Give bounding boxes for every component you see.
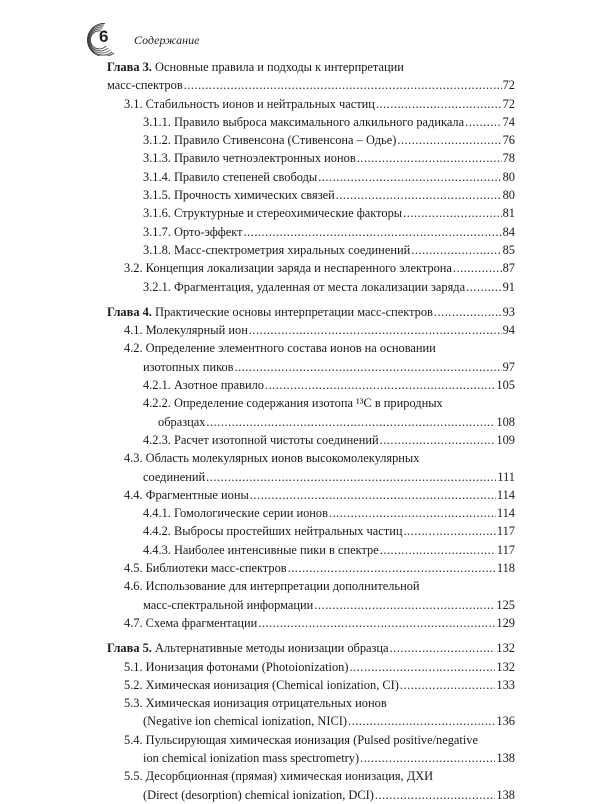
dot-leader: [380, 431, 496, 449]
toc-line: [107, 614, 515, 632]
entry-text: 3.1.6. Структурные и стереохимические факторы: [143, 206, 403, 221]
entry-title: [143, 786, 374, 804]
dot-leader: [434, 303, 502, 321]
entry-title: [143, 113, 464, 131]
toc-entry[interactable]: [107, 321, 515, 339]
toc-chapter: [107, 303, 515, 632]
entry-title: [124, 449, 419, 467]
entry-title: [143, 749, 359, 767]
entry-text: 3.1.7. Орто-эффект: [143, 224, 243, 239]
entry-text: 4.2.3. Расчет изотопной чистоты соединений: [143, 432, 379, 447]
page-ref: 80: [502, 188, 515, 203]
page-ref: 72: [502, 96, 515, 111]
page-ref: 117: [496, 542, 515, 557]
toc-entry[interactable]: [107, 522, 515, 540]
page-ref: 93: [502, 304, 515, 319]
entry-text: 3.2.1. Фрагментация, удаленная от места локализации заряда: [143, 279, 466, 294]
toc-line: [107, 559, 515, 577]
entry-title: [124, 339, 436, 357]
page-ref: 125: [496, 597, 515, 612]
dot-leader: [453, 259, 502, 277]
page-ref: 105: [496, 378, 515, 393]
toc-line: [107, 694, 515, 712]
entry-title: [143, 431, 379, 449]
dot-leader: [357, 149, 502, 167]
dot-leader: [380, 541, 496, 559]
toc-entry[interactable]: [107, 278, 515, 296]
entry-text: 5.3. Химическая ионизация отрицательных ионов: [124, 696, 387, 711]
toc-line: [107, 131, 515, 149]
entry-title: [143, 596, 313, 614]
dot-leader: [349, 658, 495, 676]
entry-title: [143, 394, 443, 412]
page-ref: 138: [496, 787, 515, 802]
toc-line: [107, 449, 515, 467]
page-ref: 133: [496, 677, 515, 692]
entry-text: 4.1. Молекулярный ион: [124, 323, 248, 338]
page-ref: 108: [496, 414, 515, 429]
entry-text: соединений: [143, 469, 206, 484]
dot-leader: [403, 204, 502, 222]
toc-line: [107, 676, 515, 694]
entry-text: (Direct (desorption) chemical ionization, DCI): [143, 787, 374, 802]
entry-title: [124, 731, 478, 749]
entry-title: [124, 577, 420, 595]
page-ref: 118: [496, 561, 515, 576]
toc-entry[interactable]: [107, 223, 515, 241]
entry-text: масс-спектров: [107, 78, 183, 93]
entry-text: 4.2.1. Азотное правило: [143, 378, 264, 393]
page-ref: 76: [502, 133, 515, 148]
page-ref: 81: [502, 206, 515, 221]
page-ref: 138: [496, 750, 515, 765]
toc-line: [107, 321, 515, 339]
dot-leader: [318, 168, 501, 186]
dot-leader: [265, 376, 495, 394]
toc-entry[interactable]: [107, 149, 515, 167]
toc-line: [107, 486, 515, 504]
toc-entry[interactable]: [107, 113, 515, 131]
toc-line: [107, 241, 515, 259]
page-ref: 132: [496, 659, 515, 674]
toc-entry[interactable]: [107, 186, 515, 204]
dot-leader: [348, 712, 495, 730]
entry-title: [143, 241, 410, 259]
toc-entry[interactable]: [107, 731, 515, 768]
entry-text: 5.5. Десорбционная (прямая) химическая ионизация, ДХИ: [124, 769, 434, 784]
entry-text: 4.5. Библиотеки масс-спектров: [124, 561, 287, 576]
entry-text: 3.1.4. Правило степеней свободы: [143, 169, 318, 184]
entry-title: [124, 321, 248, 339]
page-ref: 78: [502, 151, 515, 166]
entry-text: (Negative ion chemical ionization, NICI): [143, 714, 348, 729]
entry-title: [107, 58, 404, 76]
toc-entry[interactable]: [107, 486, 515, 504]
entry-title: [124, 676, 399, 694]
running-title: Содержание: [134, 33, 200, 47]
page-ref: 136: [496, 714, 515, 729]
dot-leader: [411, 241, 501, 259]
entry-title: [124, 694, 387, 712]
dot-leader: [400, 676, 495, 694]
toc-line: [107, 577, 515, 595]
toc-chapter-heading[interactable]: [107, 303, 515, 321]
page-ref: 74: [502, 114, 515, 129]
entry-text: 4.4.3. Наиболее интенсивные пики в спектре: [143, 542, 379, 557]
entry-text: 5.1. Ионизация фотонами (Photoionization): [124, 659, 349, 674]
entry-text: 4.2.2. Определение содержания изотопа ¹³C в природных: [143, 396, 443, 411]
page-ref: 84: [502, 224, 515, 239]
dot-leader: [403, 522, 495, 540]
page-ref: 114: [496, 506, 515, 521]
entry-text: 3.1.8. Масс-спектрометрия хиральных соединений: [143, 242, 411, 257]
toc-entry[interactable]: [107, 577, 515, 614]
page-ref: 72: [502, 78, 515, 93]
entry-title: [107, 303, 433, 321]
toc-chapter: [107, 58, 515, 296]
entry-title: [124, 658, 348, 676]
toc-entry[interactable]: [107, 614, 515, 632]
dot-leader: [390, 639, 496, 657]
toc-line: [107, 186, 515, 204]
toc-line: [107, 204, 515, 222]
entry-text: Альтернативные методы ионизации образца: [155, 641, 389, 656]
toc-line: [107, 223, 515, 241]
entry-title: [143, 712, 347, 730]
entry-title: [124, 486, 249, 504]
entry-text: 4.4.1. Гомологические серии ионов: [143, 506, 328, 521]
entry-title: [143, 204, 402, 222]
toc-line: [107, 468, 515, 486]
entry-title: [143, 376, 264, 394]
entry-title: [143, 358, 234, 376]
toc-entry[interactable]: [107, 431, 515, 449]
toc-line: [107, 303, 515, 321]
entry-text: 3.1. Стабильность ионов и нейтральных частиц: [124, 96, 375, 111]
toc-line: [107, 596, 515, 614]
dot-leader: [206, 468, 496, 486]
toc-line: [107, 658, 515, 676]
entry-text: образцах: [158, 414, 206, 429]
entry-text: 3.1.1. Правило выброса максимального алкильного радикала: [143, 114, 465, 129]
toc-line: [107, 58, 515, 76]
toc-line: [107, 413, 515, 431]
toc-entry[interactable]: [107, 694, 515, 731]
entry-text: 3.1.3. Правило четноэлектронных ионов: [143, 151, 356, 166]
entry-title: [143, 278, 465, 296]
dot-leader: [397, 131, 501, 149]
entry-title: [107, 639, 389, 657]
entry-text: 4.2. Определение элементного состава ионов на основании: [124, 341, 436, 356]
page-ref: 129: [496, 615, 515, 630]
entry-title: [143, 186, 335, 204]
entry-text: 4.6. Использование для интерпретации дополнительной: [124, 579, 420, 594]
toc-entry[interactable]: [107, 767, 515, 804]
toc-entry[interactable]: [107, 204, 515, 222]
entry-text: 4.7. Схема фрагментации: [124, 615, 258, 630]
toc-entry[interactable]: [107, 559, 515, 577]
dot-leader: [206, 413, 495, 431]
entry-title: [124, 259, 452, 277]
dot-leader: [235, 358, 502, 376]
entry-title: [143, 468, 205, 486]
entry-title: [143, 522, 402, 540]
page-ref: 91: [502, 279, 515, 294]
page-ref: 117: [496, 524, 515, 539]
toc-line: [107, 394, 515, 412]
entry-title: [107, 76, 183, 94]
table-of-contents: [107, 58, 515, 804]
dot-leader: [329, 504, 496, 522]
chapter-gap: [107, 296, 515, 303]
dot-leader: [466, 278, 502, 296]
page-ref: 111: [497, 469, 515, 484]
entry-title: [143, 541, 379, 559]
toc-line: [107, 767, 515, 785]
toc-line: [107, 786, 515, 804]
toc-line: [107, 339, 515, 357]
chapter-label: Глава 4.: [107, 304, 152, 319]
entry-text: 4.4. Фрагментные ионы: [124, 487, 249, 502]
toc-entry[interactable]: [107, 95, 515, 113]
toc-line: [107, 749, 515, 767]
toc-line: [107, 504, 515, 522]
toc-line: [107, 259, 515, 277]
entry-title: [124, 767, 433, 785]
entry-title: [143, 149, 356, 167]
entry-text: Практические основы интерпретации масс-спектров: [155, 304, 433, 319]
toc-line: [107, 76, 515, 94]
toc-entry[interactable]: [107, 541, 515, 559]
toc-entry[interactable]: [107, 168, 515, 186]
entry-title: [158, 413, 205, 431]
toc-line: [107, 376, 515, 394]
toc-line: [107, 149, 515, 167]
entry-text: 5.2. Химическая ионизация (Chemical ionization, CI): [124, 677, 399, 692]
toc-line: [107, 113, 515, 131]
page-ref: 87: [502, 261, 515, 276]
toc-line: [107, 95, 515, 113]
page-ref: 132: [496, 641, 515, 656]
entry-text: 5.4. Пульсирующая химическая ионизация (Pulsed positive/negative: [124, 732, 478, 747]
toc-line: [107, 639, 515, 657]
toc-line: [107, 431, 515, 449]
dot-leader: [244, 223, 502, 241]
entry-text: 4.3. Область молекулярных ионов высокомолекулярных: [124, 451, 420, 466]
toc-entry[interactable]: [107, 676, 515, 694]
dot-leader: [250, 486, 496, 504]
chapter-label: Глава 3.: [107, 60, 152, 74]
chapter-gap: [107, 632, 515, 639]
dot-leader: [288, 559, 496, 577]
toc-entry[interactable]: [107, 241, 515, 259]
toc-chapter-heading[interactable]: [107, 58, 515, 95]
page-number: 6: [99, 27, 109, 46]
toc-entry[interactable]: [107, 376, 515, 394]
toc-chapter: [107, 639, 515, 804]
entry-text: масс-спектральной информации: [143, 597, 314, 612]
toc-entry[interactable]: [107, 504, 515, 522]
toc-line: [107, 731, 515, 749]
entry-text: изотопных пиков: [143, 359, 234, 374]
page-ref: 109: [496, 432, 515, 447]
dot-leader: [465, 113, 501, 131]
entry-title: [124, 614, 257, 632]
chapter-label: Глава 5.: [107, 641, 152, 656]
entry-text: ion chemical ionization mass spectrometry): [143, 750, 360, 765]
dot-leader: [249, 321, 502, 339]
entry-title: [124, 559, 287, 577]
toc-line: [107, 278, 515, 296]
entry-title: [143, 223, 243, 241]
dot-leader: [314, 596, 495, 614]
entry-text: Основные правила и подходы к интерпретации: [155, 60, 404, 74]
page-ref: 97: [502, 359, 515, 374]
entry-text: 3.1.2. Правило Стивенсона (Стивенсона – Одье): [143, 133, 397, 148]
toc-line: [107, 358, 515, 376]
toc-line: [107, 168, 515, 186]
toc-entry[interactable]: [107, 339, 515, 376]
toc-entry[interactable]: [107, 394, 515, 431]
dot-leader: [375, 786, 496, 804]
page-ref: 114: [496, 487, 515, 502]
toc-line: [107, 522, 515, 540]
toc-chapter-heading[interactable]: [107, 639, 515, 657]
dot-leader: [336, 186, 502, 204]
entry-title: [143, 168, 317, 186]
page-ref: 80: [502, 169, 515, 184]
entry-text: 3.2. Концепция локализации заряда и неспаренного электрона: [124, 261, 452, 276]
page-ref: 94: [502, 323, 515, 338]
entry-title: [143, 131, 396, 149]
toc-entry[interactable]: [107, 658, 515, 676]
entry-title: [124, 95, 375, 113]
dot-leader: [184, 76, 502, 94]
page-ref: 85: [502, 242, 515, 257]
dot-leader: [360, 749, 495, 767]
entry-title: [143, 504, 328, 522]
toc-entry[interactable]: [107, 131, 515, 149]
page-header: [82, 22, 282, 56]
entry-text: 4.4.2. Выбросы простейших нейтральных частиц: [143, 524, 403, 539]
toc-line: [107, 712, 515, 730]
toc-line: [107, 541, 515, 559]
toc-entry[interactable]: [107, 449, 515, 486]
entry-text: 3.1.5. Прочность химических связей: [143, 188, 335, 203]
toc-entry[interactable]: [107, 259, 515, 277]
dot-leader: [258, 614, 495, 632]
dot-leader: [376, 95, 502, 113]
